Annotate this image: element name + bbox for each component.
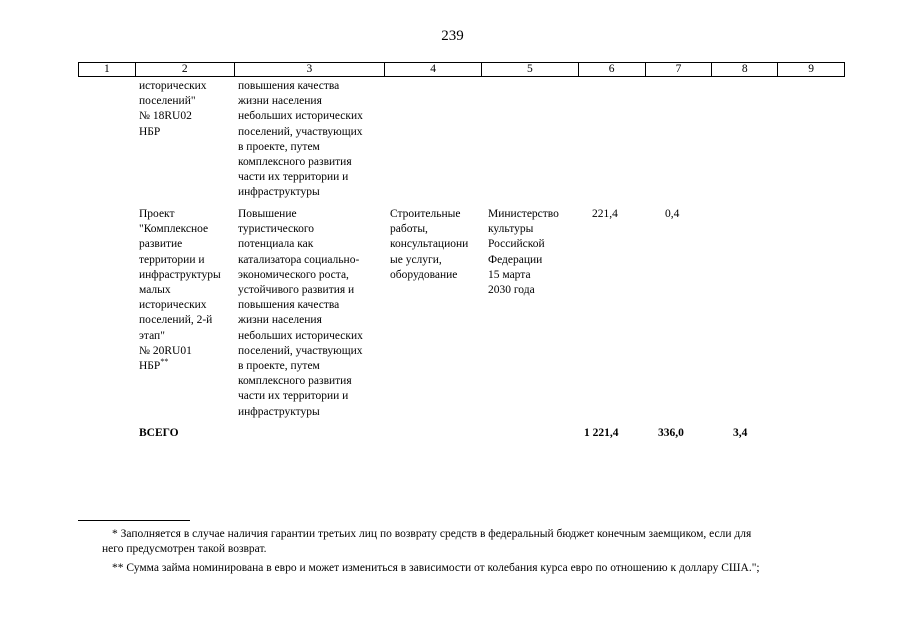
footnote-2: ** Сумма займа номинирована в евро и может измениться в зависимости от колебания курса евро по отношению к доллару США.";: [112, 562, 760, 574]
footnote-1-line-1: * Заполняется в случае наличия гарантии третьих лиц по возврату средств в федеральный бюджет конечным заемщиком, если для: [112, 528, 752, 540]
continued-row-purpose: повышения качества жизни населения небольших исторических поселений, участвующих в проекте, путем комплексного развития части их территории и инфраструктуры: [238, 80, 363, 199]
project-row-purpose: Повышение туристического потенциала как катализатора социально- экономического роста, устойчивого развития и повышения качества жизни населения небольших исторических поселений, участвующих в проекте, путем комплексного развития части их территории и инфраструктуры: [238, 208, 363, 418]
project-row-name-text: Проект "Комплексное развитие территории и инфраструктуры малых исторических поселений, 2-й этап" № 20RU01 НБР: [139, 208, 221, 373]
column-number-2: 2: [136, 63, 235, 76]
project-row-name-mark: **: [160, 357, 169, 367]
column-number-9: 9: [808, 63, 814, 75]
total-col6: 1 221,4: [584, 427, 619, 439]
continued-row-name: исторических поселений" № 18RU02 НБР: [139, 80, 207, 138]
column-number-8: 8: [712, 63, 778, 76]
total-col7: 336,0: [658, 427, 684, 439]
table-column-numbers: [78, 62, 845, 77]
column-number-5: 5: [482, 63, 579, 76]
project-row-col6: 221,4: [592, 208, 618, 220]
column-number-7: 7: [646, 63, 713, 76]
column-number-1: 1: [79, 63, 136, 76]
footnote-1-line-2: него предусмотрен такой возврат.: [102, 543, 267, 555]
page-number: 239: [441, 28, 464, 44]
project-row-executor: Министерство культуры Российской Федерации 15 марта 2030 года: [488, 208, 559, 297]
column-number-4: 4: [385, 63, 482, 76]
column-number-3: 3: [235, 63, 386, 76]
total-col8: 3,4: [733, 427, 748, 439]
footnote-divider: [78, 520, 190, 521]
column-number-6: 6: [579, 63, 646, 76]
project-row-col7: 0,4: [665, 208, 680, 220]
project-row-name: [139, 207, 221, 374]
project-row-works: Строительные работы, консультациони ые услуги, оборудование: [390, 208, 469, 281]
total-label: ВСЕГО: [139, 427, 179, 439]
